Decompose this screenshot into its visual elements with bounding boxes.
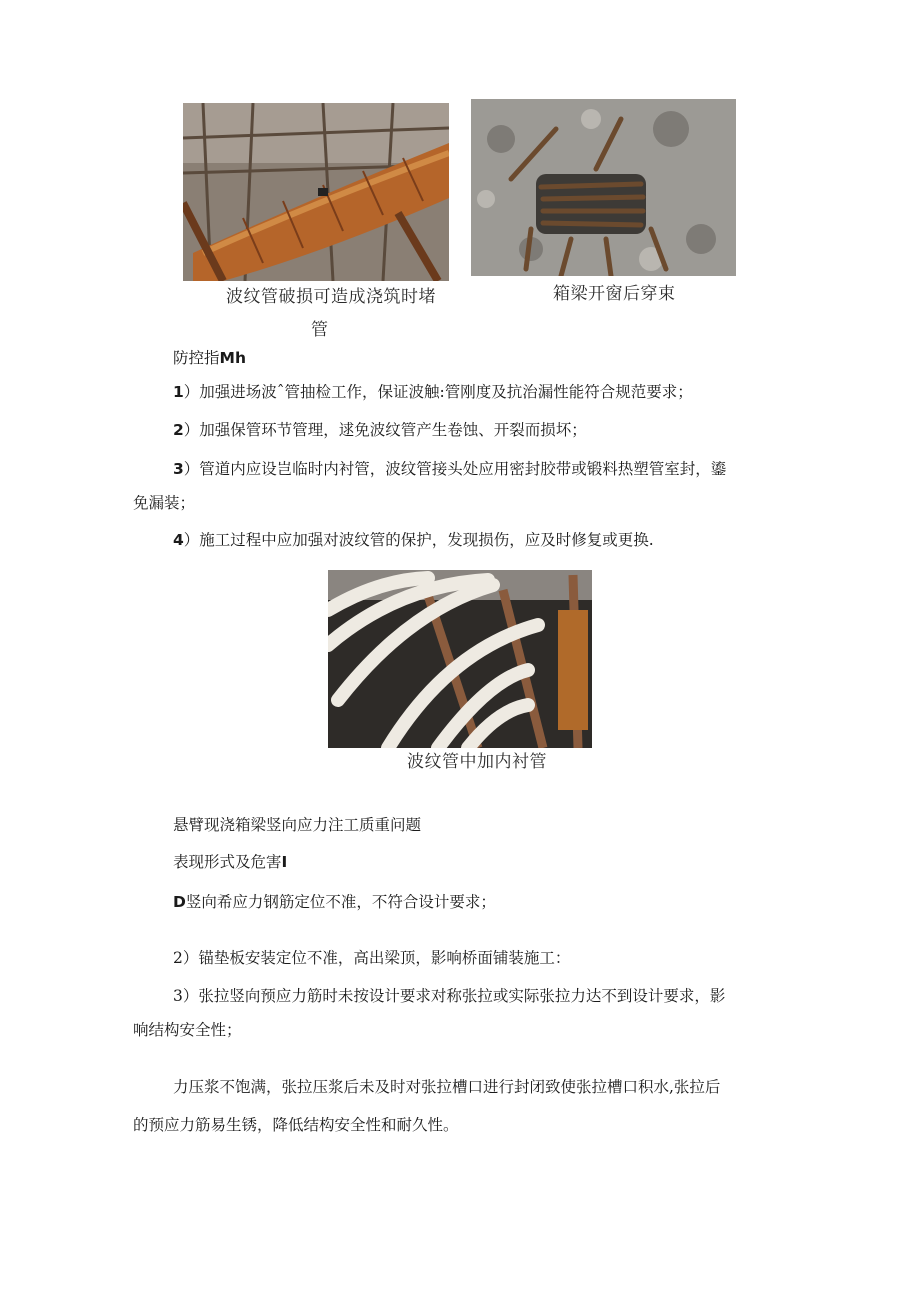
figure1-caption-line2: 管 — [311, 320, 329, 340]
item-number: 3 — [173, 460, 184, 478]
heading-text: 防控指 — [173, 349, 220, 367]
item-text: ）施工过程中应加强对波纹管的保护，发现损伤，应及时修复或更换. — [183, 531, 654, 549]
list-item — [173, 530, 654, 550]
list-item-continuation: 响结构安全性； — [133, 1021, 242, 1039]
subheading-suffix: I — [281, 853, 288, 871]
paragraph-continuation: 的预应力筋易生锈，降低结构安全性和耐久性。 — [133, 1116, 459, 1134]
list-item-continuation: 免漏装； — [133, 494, 196, 512]
photo-damaged-duct — [183, 103, 449, 281]
figure2-caption: 箱梁开窗后穿束 — [553, 284, 676, 304]
item-text: ）加强保管环节管理，逑免波纹管产生卷蚀、开裂而损坏； — [183, 421, 587, 439]
item-text: ）加强进场波ˆ管抽检工作，保证波触:管刚度及抗治漏性能符合规范要求； — [183, 383, 693, 401]
section2-title: 悬臂现浇箱梁竖向应力注工质重问题 — [173, 816, 422, 834]
item-number: 1 — [173, 383, 184, 401]
photo-inner-liner-tubes — [328, 570, 592, 748]
list-item: 3）张拉竖向预应力筋时未按设计要求对称张拉或实际张拉力达不到设计要求，影 — [173, 987, 726, 1005]
list-item — [173, 459, 726, 479]
list-item — [173, 420, 587, 440]
list-item — [173, 382, 693, 402]
section1-heading — [173, 348, 246, 368]
figure3-caption: 波纹管中加内衬管 — [407, 752, 547, 772]
item-text: 竖向希应力钢筋定位不准，不符合设计要求； — [185, 893, 496, 911]
paragraph: 力压浆不饱满，张拉压浆后未及时对张拉槽口进行封闭致使张拉槽口积水,张拉后 — [173, 1078, 721, 1096]
section2-subheading — [173, 852, 287, 872]
heading-suffix: Mh — [219, 349, 246, 367]
item-text: ）管道内应设岂临时内衬管，波纹管接头处应用密封胶带或锻料热塑管室封，鎏 — [183, 460, 727, 478]
item-number: 4 — [173, 531, 184, 549]
item-prefix: D — [173, 893, 186, 911]
photo-box-girder-window — [471, 99, 736, 276]
list-item — [173, 892, 496, 912]
subheading-text: 表现形式及危害 — [173, 853, 282, 871]
list-item: 2）锚垫板安装定位不准，高出梁顶，影响桥面铺装施工： — [173, 949, 571, 967]
figure1-caption-line1: 波纹管破损可造成浇筑时堵 — [226, 287, 436, 307]
item-number: 2 — [173, 421, 184, 439]
